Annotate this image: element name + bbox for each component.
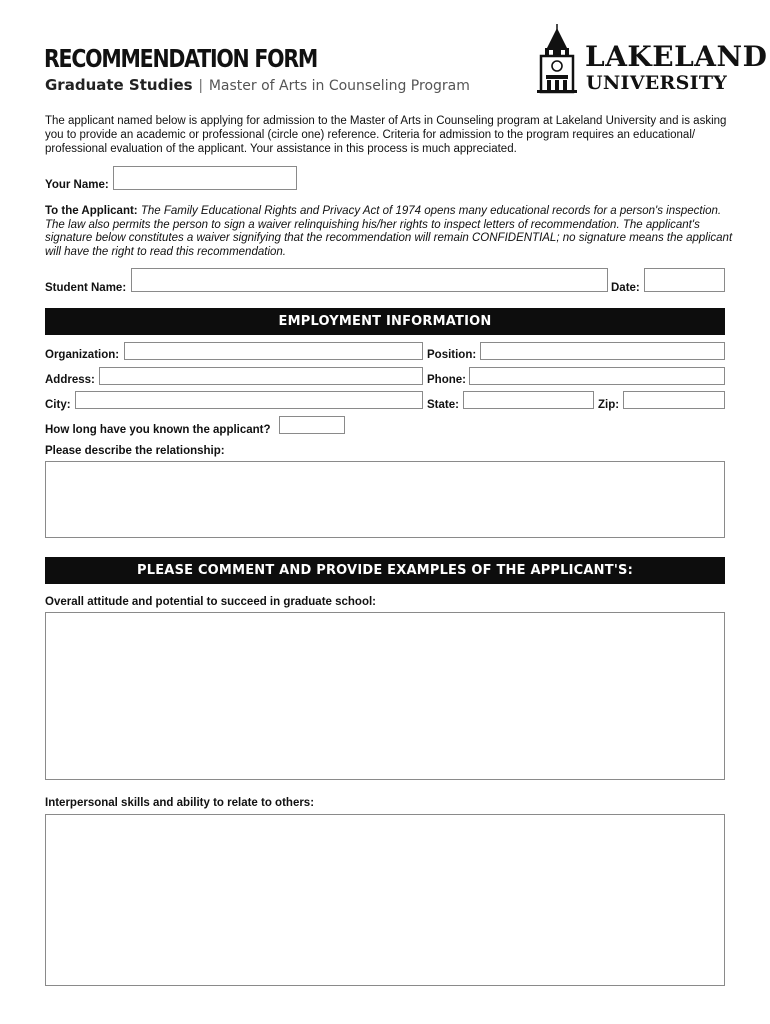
page-subtitle <box>45 76 470 94</box>
logo-line1: LAKELAND <box>585 40 768 73</box>
position-label: Position: <box>427 349 477 361</box>
position-input[interactable] <box>480 342 725 360</box>
organization-label: Organization: <box>45 349 120 361</box>
student-name-label: Student Name: <box>45 282 127 294</box>
interpersonal-textarea[interactable] <box>45 814 725 986</box>
interpersonal-label: Interpersonal skills and ability to relate to others: <box>45 797 315 809</box>
organization-input[interactable] <box>124 342 423 360</box>
subtitle-separator: | <box>198 77 203 94</box>
employment-section-header: EMPLOYMENT INFORMATION <box>45 308 725 335</box>
address-input[interactable] <box>99 367 423 385</box>
subtitle-department: Graduate Studies <box>45 76 193 94</box>
notice-text: The Family Educational Rights and Privacy Act of 1974 opens many educational records for a person's inspection. The law also permits the person to sign a waiver relinquishing his/her rights to inspect letters of recommendation. The applicant's signature below constitutes a waiver signifying that the recommendation will remain CONFIDENTIAL; no signature means the applicant will have the right to read this recommendation. <box>45 205 733 258</box>
page-title: RECOMMENDATION FORM <box>44 44 318 73</box>
your-name-input[interactable] <box>113 166 297 190</box>
your-name-label: Your Name: <box>45 179 109 191</box>
student-name-input[interactable] <box>131 268 608 292</box>
intro-paragraph: The applicant named below is applying for admission to the Master of Arts in Counseling program at Lakeland University and is asking you to provide an academic or professional (circle one) reference. Criteria for admission to the program requires an educational/ professional evaluation of the applicant. Your assistance in this process is much appreciated. <box>45 115 727 155</box>
notice-label: To the Applicant: <box>45 205 138 217</box>
lakeland-university-logo <box>535 22 768 97</box>
how-long-label: How long have you known the applicant? <box>45 424 271 436</box>
state-label: State: <box>427 399 459 411</box>
phone-label: Phone: <box>427 374 466 386</box>
date-input[interactable] <box>644 268 725 292</box>
state-input[interactable] <box>463 391 594 409</box>
attitude-label: Overall attitude and potential to succeed in graduate school: <box>45 596 377 608</box>
attitude-textarea[interactable] <box>45 612 725 780</box>
comments-section-header: PLEASE COMMENT AND PROVIDE EXAMPLES OF THE APPLICANT'S: <box>45 557 725 584</box>
city-input[interactable] <box>75 391 423 409</box>
zip-label: Zip: <box>598 399 620 411</box>
zip-input[interactable] <box>623 391 725 409</box>
logo-line2: UNIVERSITY <box>586 72 728 94</box>
bell-tower-icon <box>535 22 583 94</box>
subtitle-program: Master of Arts in Counseling Program <box>208 78 470 94</box>
city-label: City: <box>45 399 71 411</box>
applicant-notice <box>45 205 735 259</box>
date-label: Date: <box>611 282 640 294</box>
address-label: Address: <box>45 374 95 386</box>
how-long-input[interactable] <box>279 416 345 434</box>
relationship-label: Please describe the relationship: <box>45 445 225 457</box>
phone-input[interactable] <box>469 367 725 385</box>
relationship-textarea[interactable] <box>45 461 725 538</box>
